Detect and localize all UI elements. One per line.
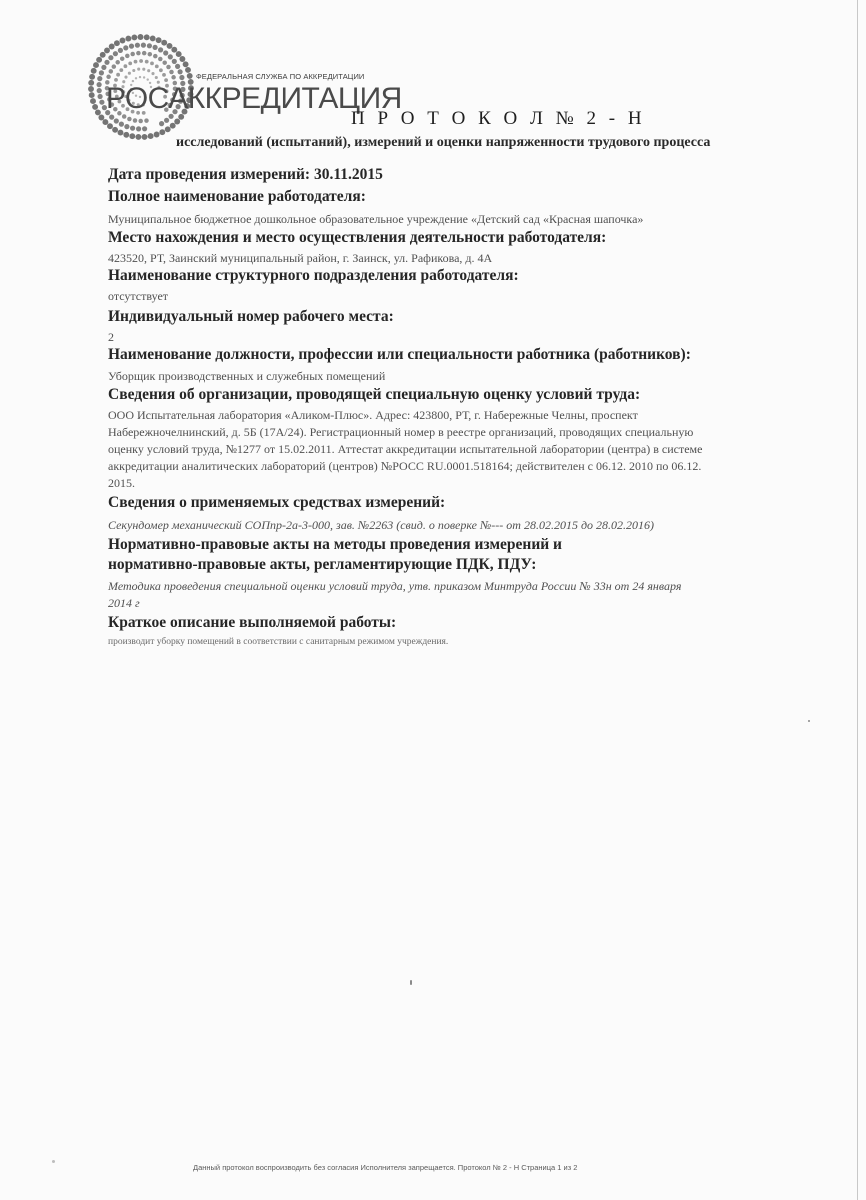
logo-dot xyxy=(156,37,162,43)
logo-dot xyxy=(112,64,117,69)
logo-dot xyxy=(159,129,165,135)
logo-dot xyxy=(114,118,119,123)
rosaccreditation-logo xyxy=(86,32,402,142)
logo-dot xyxy=(135,134,141,140)
logo-dot xyxy=(158,57,163,62)
organization-line: оценку условий труда, №1277 от 15.02.2011. Аттестат аккредитации испытательной лаборатории (центра) в системе xyxy=(108,442,703,456)
logo-dot xyxy=(171,75,176,80)
logo-dot xyxy=(89,74,95,80)
logo-dot xyxy=(171,47,177,53)
logo-dot xyxy=(187,73,193,79)
location-label: Место нахождения и место осуществления деятельности работодателя: xyxy=(108,229,607,246)
logo-dot xyxy=(144,118,149,123)
logo-dot xyxy=(138,34,144,40)
logo-dot xyxy=(107,123,113,129)
organization-line: Набережночелнинский, д. 5Б (17А/24). Регистрационный номер в реестре организаций, проводящих специальную xyxy=(108,425,694,439)
norms-details xyxy=(108,578,808,612)
page-footer: Данный протокол воспроизводить без согласия Исполнителя запрещается. Протокол № 2 - Н Страница 1 из 2 xyxy=(193,1163,578,1172)
logo-dot xyxy=(125,54,130,59)
logo-dot xyxy=(130,126,135,131)
logo-dot xyxy=(131,34,137,40)
organization-label: Сведения об организации, проводящей специальную оценку условий труда: xyxy=(108,386,641,403)
scan-speck xyxy=(52,1160,55,1163)
logo-dot xyxy=(136,126,141,131)
logo-dot xyxy=(124,124,129,129)
logo-dot xyxy=(135,43,140,48)
norms-line: Методика проведения специальной оценки условий труда, утв. приказом Минтруда России № 33н от 24 января xyxy=(108,579,682,593)
logo-dot xyxy=(104,60,109,65)
logo-dot xyxy=(147,78,149,80)
logo-dot xyxy=(129,133,135,139)
logo-dot xyxy=(179,75,184,80)
logo-dot xyxy=(104,47,110,53)
logo-dot xyxy=(134,60,138,64)
logo-dot xyxy=(99,70,104,75)
logo-dot xyxy=(114,40,120,46)
logo-dot xyxy=(136,51,141,56)
logo-dot xyxy=(155,76,158,79)
division-value: отсутствует xyxy=(108,289,169,303)
logo-wordmark: РОСАККРЕДИТАЦИЯ xyxy=(106,82,402,115)
logo-dot xyxy=(150,62,154,66)
page-edge xyxy=(857,0,858,1200)
logo-dot xyxy=(145,60,149,64)
logo-dot xyxy=(172,59,177,64)
logo-dot xyxy=(93,62,99,68)
workplace-number-label: Индивидуальный номер рабочего места: xyxy=(108,308,394,325)
logo-dot xyxy=(168,54,173,59)
position-label: Наименование должности, профессии или специальности работника (работников): xyxy=(108,346,691,363)
logo-dot xyxy=(150,35,156,41)
logo-dot xyxy=(88,80,94,86)
location-value: 423520, РТ, Заинский муниципальный район, г. Заинск, ул. Рафикова, д. 4А xyxy=(108,251,493,265)
logo-dot xyxy=(119,68,123,72)
logo-dot xyxy=(99,100,104,105)
logo-dot xyxy=(133,118,138,123)
logo-dot xyxy=(176,51,182,57)
logo-dot xyxy=(118,130,124,136)
logo-dot xyxy=(179,56,185,62)
logo-dot xyxy=(113,51,118,56)
logo-dot xyxy=(112,127,118,133)
logo-dot xyxy=(97,76,102,81)
logo-dot xyxy=(128,72,131,75)
logo-dot xyxy=(116,73,120,77)
logo-dot xyxy=(141,43,146,48)
logo-dot xyxy=(148,133,154,139)
logo-dot xyxy=(123,45,128,50)
logo-dot xyxy=(155,65,159,69)
logo-dot xyxy=(147,43,152,48)
logo-dot xyxy=(144,34,150,40)
logo-dot xyxy=(127,117,131,122)
logo-dot xyxy=(91,68,97,74)
logo-dot xyxy=(138,119,143,124)
document-subtitle: исследований (испытаний), измерений и оценки напряженности трудового процесса xyxy=(176,135,711,150)
logo-dot xyxy=(153,45,158,50)
organization-line: 2015. xyxy=(108,476,135,490)
logo-dot xyxy=(120,38,126,44)
logo-dot xyxy=(106,75,111,80)
logo-dot xyxy=(102,119,108,125)
logo-dot xyxy=(92,104,98,110)
logo-dot xyxy=(147,69,150,72)
logo-dot xyxy=(178,69,183,74)
logo-dot xyxy=(130,52,135,57)
norms-label-line-1: Нормативно-правовые акты на методы проведения измерений и xyxy=(108,536,562,553)
logo-dot xyxy=(142,134,148,140)
logo-dot xyxy=(175,64,180,69)
instruments-value: Секундомер механический СОПпр-2а-3-000, зав. №2263 (свид. о поверке №--- от 28.02.2015 до 28.02.2016) xyxy=(108,518,655,532)
logo-dot xyxy=(90,98,96,104)
instruments-label: Сведения о применяемых средствах измерений: xyxy=(108,494,446,511)
logo-dot xyxy=(164,118,169,123)
organization-line: ООО Испытательная лаборатория «Аликом-Плюс». Адрес: 423800, РТ, г. Набережные Челны, проспект xyxy=(108,408,638,422)
scan-speck xyxy=(808,720,810,722)
logo-dot xyxy=(129,44,134,49)
logo-dot xyxy=(174,119,180,125)
work-description-label: Краткое описание выполняемой работы: xyxy=(108,614,397,631)
logo-dot xyxy=(166,65,171,70)
logo-dot xyxy=(96,57,102,63)
logo-dot xyxy=(159,121,164,126)
document-title: П Р О Т О К О Л № 2 - Н xyxy=(351,108,646,129)
logo-dot xyxy=(153,54,158,59)
logo-dot xyxy=(115,60,120,65)
division-label: Наименование структурного подразделения работодателя: xyxy=(108,267,519,284)
norms-label-line-2: нормативно-правовые акты, регламентирующие ПДК, ПДУ: xyxy=(108,556,537,573)
workplace-number-value: 2 xyxy=(108,330,114,344)
logo-dot xyxy=(185,67,191,73)
logo-dot xyxy=(170,123,176,129)
logo-dot xyxy=(109,44,115,50)
logo-dot xyxy=(119,122,124,127)
logo-dot xyxy=(158,47,163,52)
logo-dot xyxy=(89,92,95,98)
logo-dot xyxy=(142,51,147,56)
organization-line: аккредитации аналитических лабораторий (центров) №РОСС RU.0001.518164; действителен с 06.12. 2010 по 06.12. xyxy=(108,459,702,473)
logo-dot xyxy=(123,132,129,138)
logo-dot xyxy=(167,43,173,49)
norms-line: 2014 г xyxy=(108,596,140,610)
logo-dot xyxy=(128,62,132,66)
logo-dot xyxy=(101,65,106,70)
logo-dot xyxy=(154,132,160,138)
logo-dot xyxy=(165,126,171,132)
logo-dot xyxy=(125,36,131,42)
logo-dot xyxy=(148,52,153,57)
logo-dot xyxy=(183,61,189,67)
logo-dot xyxy=(108,55,113,60)
logo-dot xyxy=(137,68,140,71)
employer-name-value: Муниципальное бюджетное дошкольное образовательное учреждение «Детский сад «Красная шапочка» xyxy=(108,212,644,226)
logo-dot xyxy=(151,72,154,75)
work-description-value: производит уборку помещений в соответствии с санитарным режимом учреждения. xyxy=(108,637,449,647)
logo-dot xyxy=(159,68,163,72)
logo-dot xyxy=(143,76,145,78)
logo-dot xyxy=(97,88,102,93)
logo-dot xyxy=(100,52,106,58)
logo-dot xyxy=(142,126,147,131)
measurement-date: Дата проведения измерений: 30.11.2015 xyxy=(108,166,383,183)
logo-dot xyxy=(98,94,103,99)
scan-speck xyxy=(410,980,412,985)
logo-dot xyxy=(169,70,174,75)
position-value: Уборщик производственных и служебных помещений xyxy=(108,369,386,383)
logo-dot xyxy=(109,69,114,74)
logo-dot xyxy=(95,109,101,115)
logo-dot xyxy=(162,73,166,77)
logo-dot xyxy=(98,115,104,121)
logo-dot xyxy=(163,50,168,55)
logo-dot xyxy=(124,64,128,68)
logo-dot xyxy=(118,48,123,53)
logo-dot xyxy=(139,76,141,78)
logo-dot xyxy=(132,69,135,72)
logo-dot xyxy=(162,60,167,64)
logo-dot xyxy=(161,40,167,46)
logo-caption: ФЕДЕРАЛЬНАЯ СЛУЖБА ПО АККРЕДИТАЦИИ xyxy=(196,72,365,81)
logo-dot xyxy=(139,59,143,63)
logo-dot xyxy=(120,56,125,61)
logo-dot xyxy=(135,77,137,79)
logo-dot xyxy=(142,68,145,71)
organization-details xyxy=(108,407,808,492)
logo-dot xyxy=(97,82,102,87)
logo-dot xyxy=(124,76,127,79)
employer-name-label: Полное наименование работодателя: xyxy=(108,188,366,205)
logo-dot xyxy=(88,86,94,92)
